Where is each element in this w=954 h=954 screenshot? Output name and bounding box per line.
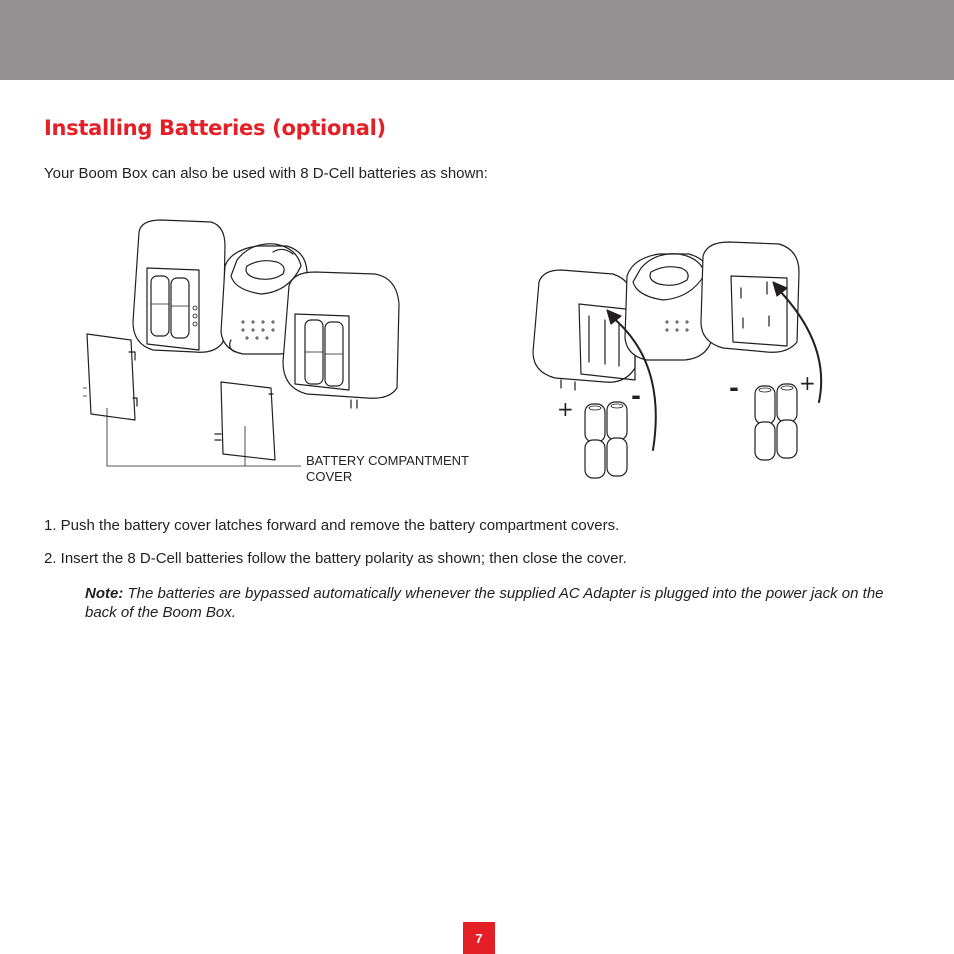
page-title: Installing Batteries (optional) [44, 116, 386, 140]
note-text: The batteries are bypassed automatically whenever the supplied AC Adapter is plugged into the power jack on the back of the Boom Box. [85, 585, 884, 621]
step-2: 2. Insert the 8 D-Cell batteries follow the battery polarity as shown; then close the cover. [44, 550, 627, 567]
cover-label-line1: BATTERY COMPANTMENT [306, 453, 469, 468]
intro-text: Your Boom Box can also be used with 8 D-Cell batteries as shown: [44, 165, 488, 182]
cover-label-line2: COVER [306, 469, 353, 484]
left-boombox-exploded [83, 220, 399, 466]
cover-callout-label [306, 453, 469, 485]
plus-sign-left: + [557, 397, 574, 421]
right-boombox-polarity [533, 242, 821, 478]
d-cell-batteries-left [585, 402, 627, 478]
header-band [0, 0, 954, 80]
d-cell-batteries-right [755, 384, 797, 460]
minus-sign-right: - [729, 374, 739, 402]
note-paragraph [85, 584, 915, 622]
page-number-badge: 7 [463, 922, 495, 954]
step-1: 1. Push the battery cover latches forward and remove the battery compartment covers. [44, 517, 620, 534]
note-label: Note: [85, 585, 124, 602]
minus-sign-left: - [631, 382, 641, 410]
plus-sign-right: + [799, 371, 816, 395]
